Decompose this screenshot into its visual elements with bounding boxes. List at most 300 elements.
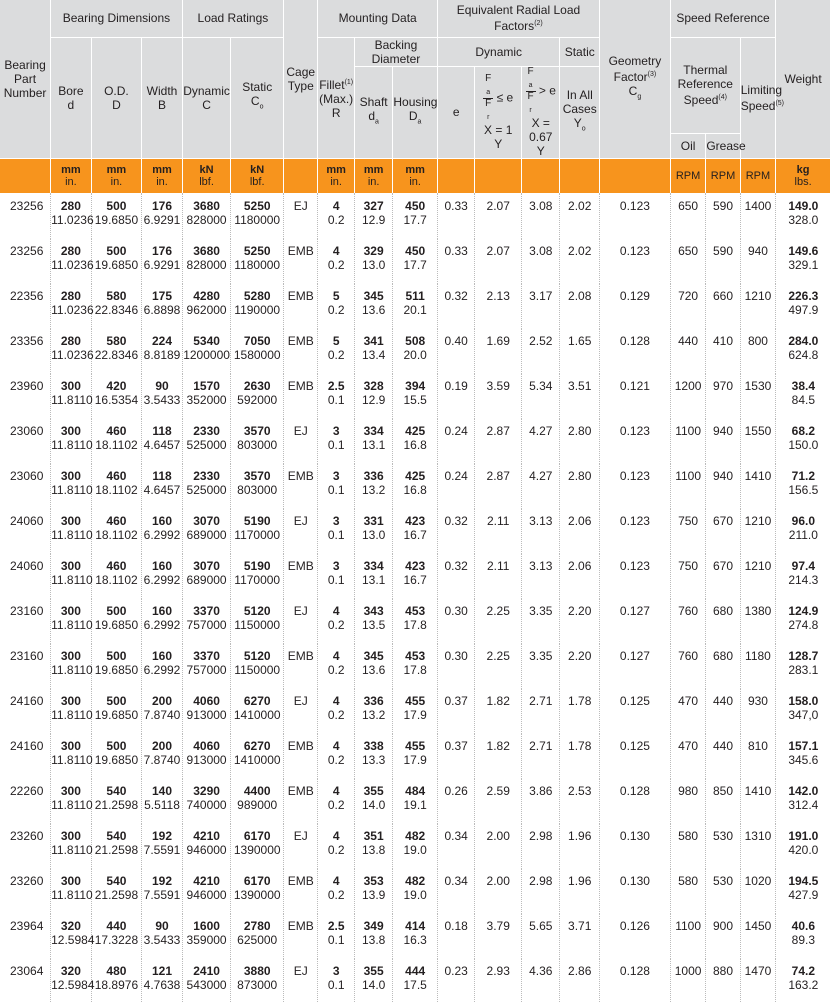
cell-y-le: 2.25 [475, 642, 522, 687]
table-row [0, 462, 831, 507]
cell-fillet: 5 0.2 [318, 327, 354, 372]
cell-y-le: 2.11 [475, 507, 522, 552]
cell-y-gt: 3.35 [522, 597, 560, 642]
cell-width: 176 6.9291 [142, 237, 183, 282]
cell-dynamic-rating: 3680 828000 [182, 237, 231, 282]
cell-e-factor: 0.37 [437, 687, 474, 732]
cell-e-factor: 0.37 [437, 732, 474, 777]
cell-weight: 191.0 420.0 [776, 822, 831, 867]
header-limiting-speed: Limiting Speed$^{(5)}$ [740, 37, 775, 158]
cell-bore: 300 11.8110 [51, 777, 92, 822]
cell-part-number: 22260 [0, 777, 51, 822]
cell-fillet: 4 0.2 [318, 687, 354, 732]
cell-oil-speed: 580 [670, 822, 705, 867]
cell-grease-speed: 680 [706, 642, 740, 687]
cell-housing-dia: 425 16.8 [393, 462, 438, 507]
cell-dynamic-rating: 4060 913000 [182, 687, 231, 732]
cell-fillet: 4 0.2 [318, 867, 354, 912]
header-shaft: Shaft $d_a$ [354, 66, 392, 158]
cell-dynamic-rating: 1600 359000 [182, 912, 231, 957]
cell-dynamic-rating: 3070 689000 [182, 507, 231, 552]
cell-grease-speed: 590 [706, 237, 740, 282]
cell-part-number: 23256 [0, 193, 51, 238]
cell-shaft-dia: 351 13.8 [354, 822, 392, 867]
cell-e-factor: 0.18 [437, 912, 474, 957]
cell-e-factor: 0.34 [437, 822, 474, 867]
cell-e-factor: 0.40 [437, 327, 474, 372]
header-geometry-factor: Geometry Factor$^{(3)}$ $C_g$ [599, 0, 670, 158]
table-row [0, 642, 831, 687]
cell-fillet: 3 0.1 [318, 957, 354, 1002]
cell-geometry-factor: 0.123 [599, 462, 670, 507]
cell-geometry-factor: 0.126 [599, 912, 670, 957]
cell-shaft-dia: 327 12.9 [354, 193, 392, 238]
cell-cage-type: EMB [284, 912, 318, 957]
header-e: e [437, 66, 474, 158]
cell-width: 140 5.5118 [142, 777, 183, 822]
cell-bore: 300 11.8110 [51, 867, 92, 912]
cell-part-number: 23064 [0, 957, 51, 1002]
cell-static-rating: 5120 1150000 [231, 597, 284, 642]
cell-bore: 300 11.8110 [51, 597, 92, 642]
cell-y-le: 1.69 [475, 327, 522, 372]
cell-od: 500 19.6850 [91, 642, 142, 687]
table-body [0, 193, 831, 1003]
header-bearing-dimensions: Bearing Dimensions [51, 0, 183, 37]
cell-e-factor: 0.24 [437, 462, 474, 507]
cell-bore: 300 11.8110 [51, 372, 92, 417]
table-row [0, 507, 831, 552]
cell-weight: 149.0 328.0 [776, 193, 831, 238]
cell-e-factor: 0.30 [437, 597, 474, 642]
cell-weight: 71.2 156.5 [776, 462, 831, 507]
cell-grease-speed: 970 [706, 372, 740, 417]
cell-part-number: 23160 [0, 642, 51, 687]
cell-housing-dia: 453 17.8 [393, 642, 438, 687]
cell-fillet: 4 0.2 [318, 193, 354, 238]
cell-limiting-speed: 1410 [740, 777, 775, 822]
cell-fillet: 4 0.2 [318, 777, 354, 822]
cell-e-factor: 0.33 [437, 237, 474, 282]
cell-yo: 1.78 [560, 687, 600, 732]
cell-yo: 1.78 [560, 732, 600, 777]
cell-dynamic-rating: 2330 525000 [182, 462, 231, 507]
cell-limiting-speed: 1210 [740, 282, 775, 327]
cell-geometry-factor: 0.128 [599, 327, 670, 372]
cell-yo: 1.65 [560, 327, 600, 372]
units-row: mm in. mm in. mm in. kN lbf. kN lbf. mm in. mm in. mm in. RPM RPM RPM kg lbs. [0, 158, 831, 193]
table-row [0, 597, 831, 642]
cell-weight: 142.0 312.4 [776, 777, 831, 822]
cell-od: 500 19.6850 [91, 732, 142, 777]
table-row [0, 957, 831, 1002]
header-yo: In All Cases $Y_o$ [560, 66, 600, 158]
table-row [0, 732, 831, 777]
cell-yo: 2.53 [560, 777, 600, 822]
cell-bore: 280 11.0236 [51, 237, 92, 282]
cell-fillet: 5 0.2 [318, 282, 354, 327]
cell-part-number: 23260 [0, 822, 51, 867]
cell-static-rating: 5250 1180000 [231, 193, 284, 238]
cell-e-factor: 0.34 [437, 867, 474, 912]
cell-limiting-speed: 1210 [740, 507, 775, 552]
cell-yo: 2.06 [560, 507, 600, 552]
cell-oil-speed: 470 [670, 732, 705, 777]
cell-part-number: 23964 [0, 912, 51, 957]
cell-cage-type: EMB [284, 777, 318, 822]
cell-y-gt: 5.65 [522, 912, 560, 957]
cell-shaft-dia: 355 14.0 [354, 957, 392, 1002]
cell-oil-speed: 750 [670, 552, 705, 597]
cell-cage-type: EJ [284, 597, 318, 642]
cell-width: 192 7.5591 [142, 822, 183, 867]
cell-y-gt: 3.13 [522, 552, 560, 597]
cell-limiting-speed: 1470 [740, 957, 775, 1002]
cell-limiting-speed: 1530 [740, 372, 775, 417]
cell-shaft-dia: 349 13.8 [354, 912, 392, 957]
table-row [0, 327, 831, 372]
table-row [0, 372, 831, 417]
cell-bore: 320 12.5984 [51, 912, 92, 957]
cell-y-gt: 4.27 [522, 462, 560, 507]
cell-static-rating: 2630 592000 [231, 372, 284, 417]
cell-grease-speed: 440 [706, 687, 740, 732]
cell-limiting-speed: 1180 [740, 642, 775, 687]
cell-shaft-dia: 331 13.0 [354, 507, 392, 552]
cell-weight: 128.7 283.1 [776, 642, 831, 687]
cell-e-factor: 0.32 [437, 552, 474, 597]
cell-dynamic-rating: 2410 543000 [182, 957, 231, 1002]
cell-cage-type: EMB [284, 642, 318, 687]
cell-y-le: 2.13 [475, 282, 522, 327]
cell-shaft-dia: 353 13.9 [354, 867, 392, 912]
cell-od: 460 18.1102 [91, 462, 142, 507]
cell-grease-speed: 410 [706, 327, 740, 372]
cell-weight: 124.9 274.8 [776, 597, 831, 642]
cell-y-le: 2.93 [475, 957, 522, 1002]
cell-fillet: 3 0.1 [318, 417, 354, 462]
cell-static-rating: 3570 803000 [231, 462, 284, 507]
table-row [0, 552, 831, 597]
cell-bore: 280 11.0236 [51, 193, 92, 238]
header-equivalent-load-factors: Equivalent Radial Load Factors$^{(2)}$ [437, 0, 599, 37]
cell-geometry-factor: 0.130 [599, 822, 670, 867]
cell-cage-type: EJ [284, 417, 318, 462]
cell-dynamic-rating: 4210 946000 [182, 822, 231, 867]
cell-static-rating: 7050 1580000 [231, 327, 284, 372]
cell-static-rating: 5250 1180000 [231, 237, 284, 282]
header-y-gt: F $_a$ F $_r$ > e X = 0.67 Y [522, 66, 560, 158]
cell-y-gt: 2.98 [522, 822, 560, 867]
cell-oil-speed: 1100 [670, 912, 705, 957]
header-dynamic-factors: Dynamic [437, 37, 560, 66]
cell-cage-type: EMB [284, 732, 318, 777]
cell-y-gt: 2.71 [522, 732, 560, 777]
cell-yo: 2.02 [560, 193, 600, 238]
cell-yo: 1.96 [560, 867, 600, 912]
table-row [0, 912, 831, 957]
cell-dynamic-rating: 3370 757000 [182, 597, 231, 642]
cell-limiting-speed: 800 [740, 327, 775, 372]
header-dynamic-rating: Dynamic C [182, 37, 231, 158]
cell-weight: 157.1 345.6 [776, 732, 831, 777]
cell-grease-speed: 880 [706, 957, 740, 1002]
cell-cage-type: EJ [284, 507, 318, 552]
cell-y-gt: 3.08 [522, 193, 560, 238]
table-row [0, 687, 831, 732]
cell-bore: 280 11.0236 [51, 282, 92, 327]
cell-y-le: 1.82 [475, 687, 522, 732]
cell-cage-type: EJ [284, 822, 318, 867]
cell-od: 460 18.1102 [91, 552, 142, 597]
table-row [0, 822, 831, 867]
cell-weight: 38.4 84.5 [776, 372, 831, 417]
header-thermal-speed: Thermal Reference Speed$^{(4)}$ [670, 37, 740, 133]
cell-static-rating: 5280 1190000 [231, 282, 284, 327]
header-od: O.D. D [91, 37, 142, 158]
cell-e-factor: 0.23 [437, 957, 474, 1002]
cell-cage-type: EJ [284, 957, 318, 1002]
table-row [0, 237, 831, 282]
cell-fillet: 3 0.1 [318, 507, 354, 552]
cell-shaft-dia: 336 13.2 [354, 462, 392, 507]
cell-od: 480 18.8976 [91, 957, 142, 1002]
cell-y-gt: 3.13 [522, 507, 560, 552]
cell-oil-speed: 650 [670, 237, 705, 282]
cell-housing-dia: 414 16.3 [393, 912, 438, 957]
cell-geometry-factor: 0.128 [599, 957, 670, 1002]
cell-limiting-speed: 810 [740, 732, 775, 777]
cell-part-number: 23260 [0, 867, 51, 912]
header-cage-type: Cage Type [284, 0, 318, 158]
cell-static-rating: 6270 1410000 [231, 732, 284, 777]
cell-limiting-speed: 930 [740, 687, 775, 732]
cell-od: 420 16.5354 [91, 372, 142, 417]
header-housing: Housing $D_a$ [393, 66, 438, 158]
cell-weight: 284.0 624.8 [776, 327, 831, 372]
cell-y-le: 3.79 [475, 912, 522, 957]
cell-fillet: 3 0.1 [318, 462, 354, 507]
cell-housing-dia: 508 20.0 [393, 327, 438, 372]
cell-bore: 300 11.8110 [51, 462, 92, 507]
cell-oil-speed: 440 [670, 327, 705, 372]
cell-weight: 40.6 89.3 [776, 912, 831, 957]
cell-geometry-factor: 0.121 [599, 372, 670, 417]
cell-oil-speed: 1100 [670, 417, 705, 462]
cell-y-le: 2.07 [475, 193, 522, 238]
cell-y-gt: 3.86 [522, 777, 560, 822]
cell-yo: 2.86 [560, 957, 600, 1002]
cell-dynamic-rating: 5340 1200000 [182, 327, 231, 372]
cell-fillet: 4 0.2 [318, 237, 354, 282]
header-fillet: Fillet$^{(1)}$ (Max.) R [318, 37, 354, 158]
cell-width: 160 6.2992 [142, 642, 183, 687]
cell-bore: 300 11.8110 [51, 642, 92, 687]
cell-y-gt: 4.27 [522, 417, 560, 462]
cell-od: 460 18.1102 [91, 507, 142, 552]
cell-part-number: 23356 [0, 327, 51, 372]
cell-oil-speed: 580 [670, 867, 705, 912]
cell-width: 160 6.2992 [142, 597, 183, 642]
cell-geometry-factor: 0.129 [599, 282, 670, 327]
header-weight: Weight [776, 0, 831, 158]
cell-fillet: 4 0.2 [318, 822, 354, 867]
cell-housing-dia: 450 17.7 [393, 193, 438, 238]
cell-weight: 226.3 497.9 [776, 282, 831, 327]
cell-bore: 300 11.8110 [51, 822, 92, 867]
cell-y-gt: 3.08 [522, 237, 560, 282]
cell-static-rating: 5190 1170000 [231, 552, 284, 597]
cell-dynamic-rating: 2330 525000 [182, 417, 231, 462]
cell-y-le: 2.00 [475, 867, 522, 912]
cell-limiting-speed: 1210 [740, 552, 775, 597]
cell-weight: 97.4 214.3 [776, 552, 831, 597]
cell-width: 160 6.2992 [142, 507, 183, 552]
cell-part-number: 23060 [0, 417, 51, 462]
cell-grease-speed: 940 [706, 417, 740, 462]
cell-cage-type: EMB [284, 552, 318, 597]
cell-y-gt: 5.34 [522, 372, 560, 417]
cell-housing-dia: 394 15.5 [393, 372, 438, 417]
cell-part-number: 23160 [0, 597, 51, 642]
cell-y-le: 2.00 [475, 822, 522, 867]
cell-geometry-factor: 0.127 [599, 597, 670, 642]
cell-od: 580 22.8346 [91, 327, 142, 372]
cell-y-le: 2.07 [475, 237, 522, 282]
cell-oil-speed: 1200 [670, 372, 705, 417]
cell-grease-speed: 530 [706, 822, 740, 867]
cell-oil-speed: 720 [670, 282, 705, 327]
table-row [0, 193, 831, 238]
table-row [0, 777, 831, 822]
cell-width: 200 7.8740 [142, 687, 183, 732]
cell-grease-speed: 670 [706, 552, 740, 597]
cell-shaft-dia: 338 13.3 [354, 732, 392, 777]
cell-y-gt: 3.35 [522, 642, 560, 687]
cell-oil-speed: 650 [670, 193, 705, 238]
cell-shaft-dia: 343 13.5 [354, 597, 392, 642]
cell-y-gt: 2.71 [522, 687, 560, 732]
cell-fillet: 4 0.2 [318, 642, 354, 687]
cell-yo: 2.08 [560, 282, 600, 327]
cell-yo: 2.20 [560, 597, 600, 642]
cell-width: 200 7.8740 [142, 732, 183, 777]
cell-width: 175 6.8898 [142, 282, 183, 327]
cell-shaft-dia: 341 13.4 [354, 327, 392, 372]
cell-limiting-speed: 1310 [740, 822, 775, 867]
cell-oil-speed: 760 [670, 597, 705, 642]
cell-bore: 300 11.8110 [51, 507, 92, 552]
cell-shaft-dia: 336 13.2 [354, 687, 392, 732]
header-backing-diameter: Backing Diameter [354, 37, 437, 66]
cell-bore: 280 11.0236 [51, 327, 92, 372]
cell-weight: 96.0 211.0 [776, 507, 831, 552]
cell-width: 118 4.6457 [142, 462, 183, 507]
cell-housing-dia: 450 17.7 [393, 237, 438, 282]
cell-od: 580 22.8346 [91, 282, 142, 327]
cell-housing-dia: 423 16.7 [393, 507, 438, 552]
cell-static-rating: 4400 989000 [231, 777, 284, 822]
cell-geometry-factor: 0.130 [599, 867, 670, 912]
cell-width: 90 3.5433 [142, 912, 183, 957]
cell-yo: 3.51 [560, 372, 600, 417]
cell-shaft-dia: 355 14.0 [354, 777, 392, 822]
cell-part-number: 23060 [0, 462, 51, 507]
cell-housing-dia: 482 19.0 [393, 867, 438, 912]
cell-y-gt: 4.36 [522, 957, 560, 1002]
cell-cage-type: EJ [284, 193, 318, 238]
cell-dynamic-rating: 3370 757000 [182, 642, 231, 687]
cell-cage-type: EMB [284, 237, 318, 282]
cell-y-le: 2.87 [475, 462, 522, 507]
cell-oil-speed: 1000 [670, 957, 705, 1002]
header-oil: Oil [670, 133, 705, 158]
cell-fillet: 3 0.1 [318, 552, 354, 597]
cell-od: 500 19.6850 [91, 687, 142, 732]
cell-geometry-factor: 0.123 [599, 193, 670, 238]
cell-shaft-dia: 329 13.0 [354, 237, 392, 282]
cell-housing-dia: 444 17.5 [393, 957, 438, 1002]
cell-width: 176 6.9291 [142, 193, 183, 238]
cell-limiting-speed: 1450 [740, 912, 775, 957]
cell-housing-dia: 484 19.1 [393, 777, 438, 822]
cell-housing-dia: 511 20.1 [393, 282, 438, 327]
cell-e-factor: 0.30 [437, 642, 474, 687]
cell-od: 540 21.2598 [91, 822, 142, 867]
cell-yo: 2.80 [560, 417, 600, 462]
cell-fillet: 4 0.2 [318, 732, 354, 777]
cell-limiting-speed: 1020 [740, 867, 775, 912]
cell-y-gt: 3.17 [522, 282, 560, 327]
cell-dynamic-rating: 4210 946000 [182, 867, 231, 912]
cell-y-le: 2.11 [475, 552, 522, 597]
cell-yo: 2.06 [560, 552, 600, 597]
cell-weight: 158.0 347,0 [776, 687, 831, 732]
cell-grease-speed: 660 [706, 282, 740, 327]
cell-static-rating: 3880 873000 [231, 957, 284, 1002]
cell-grease-speed: 940 [706, 462, 740, 507]
cell-dynamic-rating: 3070 689000 [182, 552, 231, 597]
cell-limiting-speed: 1410 [740, 462, 775, 507]
cell-housing-dia: 455 17.9 [393, 687, 438, 732]
header-speed-reference: Speed Reference [670, 0, 775, 37]
cell-grease-speed: 530 [706, 867, 740, 912]
cell-geometry-factor: 0.125 [599, 732, 670, 777]
cell-limiting-speed: 1400 [740, 193, 775, 238]
cell-od: 540 21.2598 [91, 777, 142, 822]
cell-geometry-factor: 0.123 [599, 237, 670, 282]
cell-cage-type: EMB [284, 867, 318, 912]
cell-yo: 2.80 [560, 462, 600, 507]
cell-width: 192 7.5591 [142, 867, 183, 912]
cell-housing-dia: 455 17.9 [393, 732, 438, 777]
header-static-factors: Static [560, 37, 600, 66]
table-row [0, 282, 831, 327]
header-part-number: Bearing Part Number [0, 0, 51, 158]
cell-static-rating: 5190 1170000 [231, 507, 284, 552]
cell-width: 224 8.8189 [142, 327, 183, 372]
cell-bore: 300 11.8110 [51, 417, 92, 462]
cell-shaft-dia: 345 13.6 [354, 642, 392, 687]
cell-limiting-speed: 940 [740, 237, 775, 282]
cell-dynamic-rating: 3680 828000 [182, 193, 231, 238]
cell-yo: 2.02 [560, 237, 600, 282]
cell-oil-speed: 470 [670, 687, 705, 732]
cell-yo: 1.96 [560, 822, 600, 867]
cell-grease-speed: 590 [706, 193, 740, 238]
cell-dynamic-rating: 3290 740000 [182, 777, 231, 822]
cell-static-rating: 6270 1410000 [231, 687, 284, 732]
